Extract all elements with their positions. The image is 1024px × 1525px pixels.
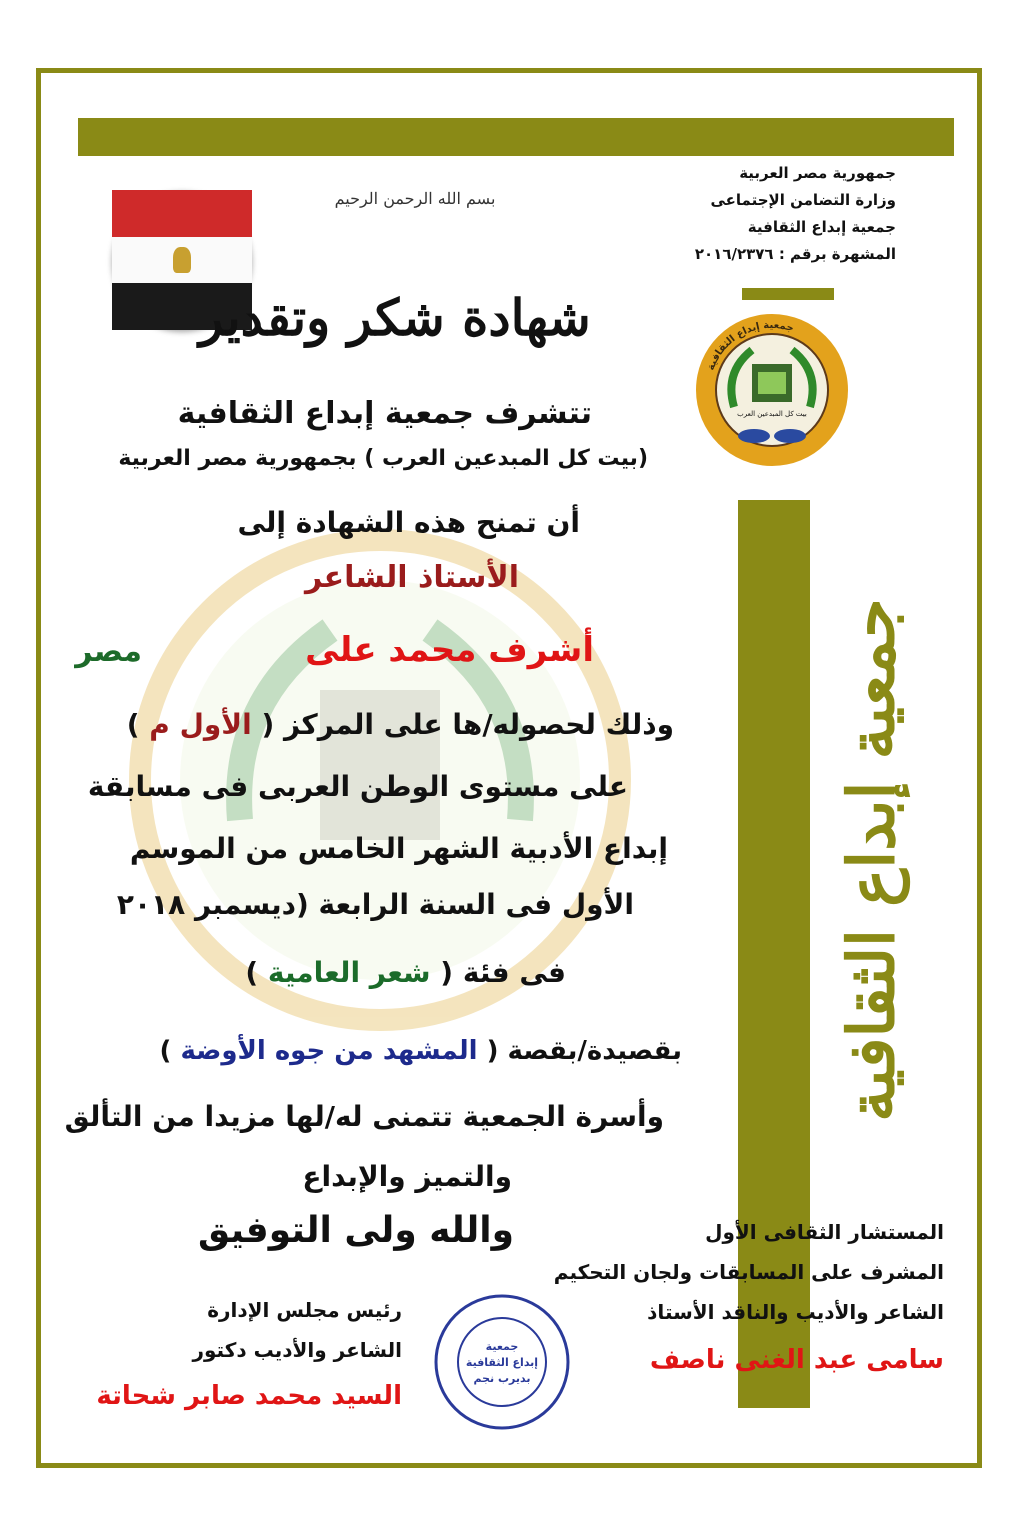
org-line-2: (بيت كل المبدعين العرب ) بجمهورية مصر العربية [118,446,648,471]
poem-suffix: ) [159,1036,172,1066]
grant-line: أن تمنح هذه الشهادة إلى [237,506,580,539]
svg-text:بيت كل المبدعين العرب: بيت كل المبدعين العرب [737,410,807,418]
poem-prefix: بقصيدة/بقصة ( [486,1036,682,1066]
poem-title: المشهد من جوه الأوضة [180,1036,478,1066]
recipient-rank: الأستاذ الشاعر [305,560,519,595]
category-suffix: ) [245,956,259,989]
sig-right-title-2: المشرف على المسابقات ولجان التحكيم [553,1260,944,1284]
svg-text:بسم الله الرحمن الرحيم: بسم الله الرحمن الرحيم [334,189,496,208]
achievement-place: الأول م [149,708,252,741]
small-decorative-bar [742,288,834,300]
wish-line-2: والتميز والإبداع [302,1160,512,1193]
body-line-4: الأول فى السنة الرابعة (ديسمبر ٢٠١٨ [116,888,634,921]
association-logo [694,312,850,468]
svg-text:جمعية إبداع الثقافية: جمعية إبداع الثقافية [834,598,910,1122]
certificate-title [199,245,591,375]
svg-text:بديرب نجم: بديرب نجم [473,1372,531,1385]
official-stamp [432,1292,572,1432]
basmala-calligraphy [334,172,496,222]
ministry-header [636,160,896,268]
svg-text:شهادة شكر وتقدير: شهادة شكر وتقدير [199,288,591,347]
header-ministry: وزارة التضامن الإجتماعى [710,191,896,209]
sig-right-title-1: المستشار الثقافى الأول [705,1220,944,1244]
recipient-country: مصر [75,634,142,669]
org-line-1: تتشرف جمعية إبداع الثقافية [177,396,592,431]
svg-text:جمعية: جمعية [485,1340,519,1353]
body-line-3: إبداع الأدبية الشهر الخامس من الموسم [129,832,668,865]
achievement-line [127,708,674,741]
body-line-2: على مستوى الوطن العربى فى مسابقة [87,770,628,803]
header-country: جمهورية مصر العربية [739,164,896,182]
recipient-name: أشرف محمد على [305,630,594,670]
top-decorative-bar [78,118,954,156]
svg-text:جمعية إبداع الثقافية: جمعية إبداع الثقافية [705,319,796,372]
poem-line [160,1036,683,1066]
wish-line-1: وأسرة الجمعية تتمنى له/لها مزيدا من التألق [64,1100,664,1133]
achievement-prefix: وذلك لحصوله/ها على المركز ( [261,708,674,741]
signature-left [96,1290,402,1416]
achievement-suffix: ) [126,708,140,741]
closing-blessing: والله ولى التوفيق [198,1210,514,1251]
svg-text:إبداع الثقافية: إبداع الثقافية [465,1356,539,1369]
sig-right-title-3: الشاعر والأديب والناقد الأستاذ [647,1300,944,1324]
sig-left-title-2: الشاعر والأديب دكتور [192,1338,402,1362]
sig-left-name: السيد محمد صابر شحاتة [96,1381,402,1411]
category-name: شعر العامية [267,956,431,989]
header-association: جمعية إبداع الثقافية [747,218,896,236]
signature-right [554,1212,944,1380]
header-registration: المشهرة برقم : ٢٠١٦/٢٣٧٦ [694,245,896,263]
sig-left-title-1: رئيس مجلس الإدارة [207,1298,402,1322]
side-banner-text [752,560,952,1160]
sig-right-name: سامى عبد الغنى ناصف [649,1345,944,1375]
category-line [245,956,566,989]
category-prefix: فى فئة ( [440,956,566,989]
